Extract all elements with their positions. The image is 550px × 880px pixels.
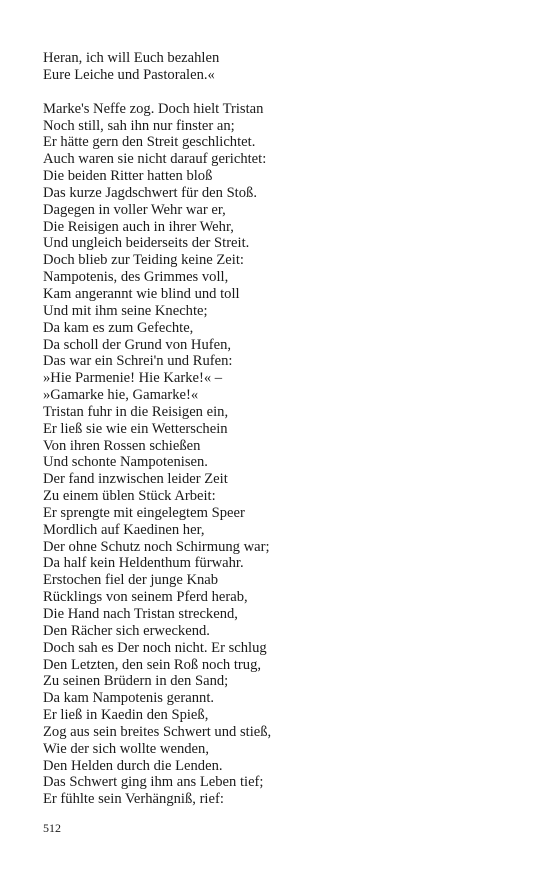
poem-line: Auch waren sie nicht darauf gerichtet: xyxy=(43,151,267,168)
poem-line: »Gamarke hie, Gamarke!« xyxy=(43,387,199,404)
poem-line: Wie der sich wollte wenden, xyxy=(43,740,209,757)
poem-line: Der fand inzwischen leider Zeit xyxy=(43,471,228,488)
poem-line: Nampotenis, des Grimmes voll, xyxy=(43,269,229,286)
poem-line: Der ohne Schutz noch Schirmung war; xyxy=(43,538,270,555)
poem-line: Zu einem üblen Stück Arbeit: xyxy=(43,488,216,505)
poem-line: Die beiden Ritter hatten bloß xyxy=(43,168,213,185)
page-number: 512 xyxy=(43,821,61,835)
stanza xyxy=(43,101,513,808)
poem-text xyxy=(43,50,513,808)
poem-line: Mordlich auf Kaedinen her, xyxy=(43,521,205,538)
poem-line: Und mit ihm seine Knechte; xyxy=(43,302,208,319)
poem-line: Zu seinen Brüdern in den Sand; xyxy=(43,673,229,690)
poem-line: Er hätte gern den Streit geschlichtet. xyxy=(43,134,256,151)
poem-line: Er ließ sie wie ein Wetterschein xyxy=(43,420,228,437)
poem-line: Da kam Nampotenis gerannt. xyxy=(43,690,215,707)
poem-line: »Hie Parmenie! Hie Karke!« – xyxy=(43,370,223,387)
poem-line: Den Rächer sich erweckend. xyxy=(43,622,210,639)
poem-line: Das war ein Schrei'n und Rufen: xyxy=(43,353,233,370)
poem-line: Von ihren Rossen schießen xyxy=(43,437,201,454)
poem-line: Doch blieb zur Teiding keine Zeit: xyxy=(43,252,244,269)
poem-line: Heran, ich will Euch bezahlen xyxy=(43,50,220,66)
poem-line: Eure Leiche und Pastoralen.« xyxy=(43,66,215,83)
poem-line: Er fühlte sein Verhängniß, rief: xyxy=(43,791,224,808)
poem-line: Die Reisigen auch in ihrer Wehr, xyxy=(43,218,234,235)
poem-line: Tristan fuhr in die Reisigen ein, xyxy=(43,403,229,420)
poem-line: Rücklings von seinem Pferd herab, xyxy=(43,589,248,606)
poem-line: Kam angerannt wie blind und toll xyxy=(43,285,240,302)
poem-line: Dagegen in voller Wehr war er, xyxy=(43,201,226,218)
poem-line: Das kurze Jagdschwert für den Stoß. xyxy=(43,184,257,201)
poem-line: Da half kein Heldenthum fürwahr. xyxy=(43,555,244,572)
poem-line: Da kam es zum Gefechte, xyxy=(43,319,194,336)
poem-line: Den Helden durch die Lenden. xyxy=(43,757,223,774)
poem-line: Erstochen fiel der junge Knab xyxy=(43,572,219,589)
poem-line: Er ließ in Kaedin den Spieß, xyxy=(43,707,209,724)
poem-line: Den Letzten, den sein Roß noch trug, xyxy=(43,656,262,673)
poem-line: Doch sah es Der noch nicht. Er schlug xyxy=(43,639,267,656)
poem-line: Noch still, sah ihn nur finster an; xyxy=(43,117,235,134)
poem-line: Da scholl der Grund von Hufen, xyxy=(43,336,232,353)
poem-line: Das Schwert ging ihm ans Leben tief; xyxy=(43,774,264,791)
poem-line: Und schonte Nampotenisen. xyxy=(43,454,208,471)
poem-line: Die Hand nach Tristan streckend, xyxy=(43,606,238,622)
stanza xyxy=(43,50,513,84)
poem-line: Er sprengte mit eingelegtem Speer xyxy=(43,504,245,521)
poem-line: Und ungleich beiderseits der Streit. xyxy=(43,235,250,252)
poem-line: Marke's Neffe zog. Doch hielt Tristan xyxy=(43,100,264,117)
poem-line: Zog aus sein breites Schwert und stieß, xyxy=(43,723,272,740)
